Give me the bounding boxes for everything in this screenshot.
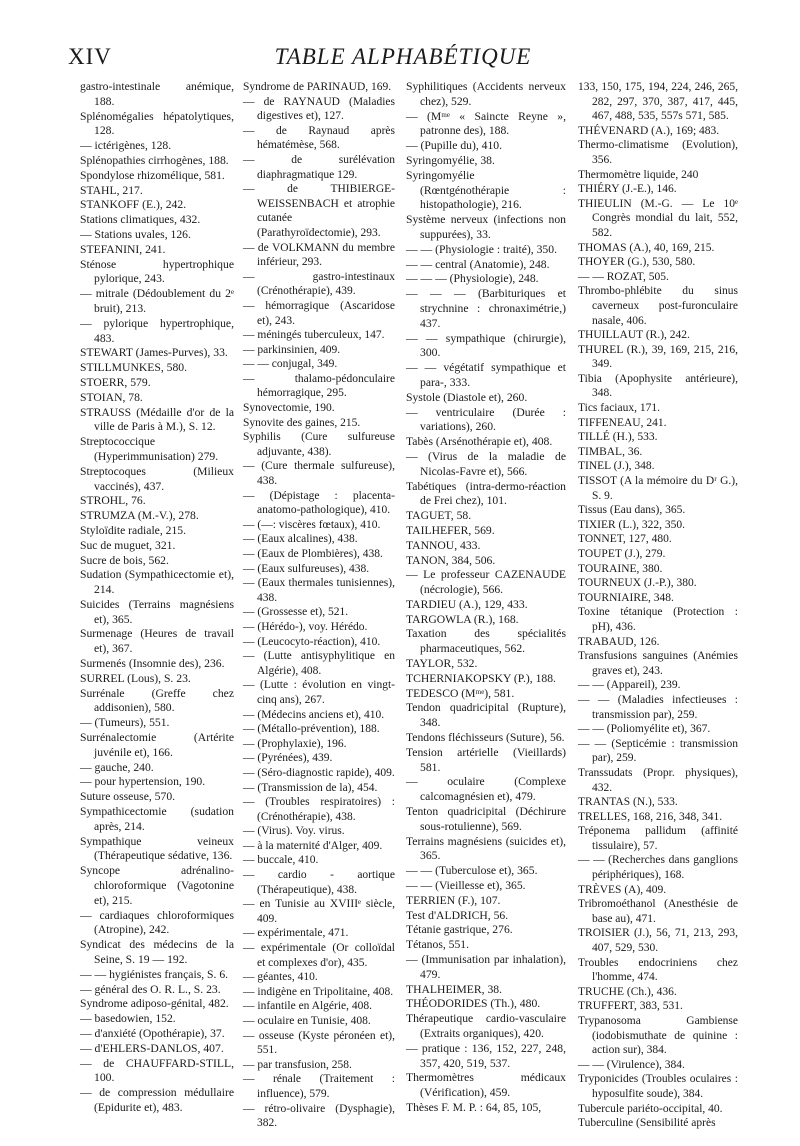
index-entry: TIMBAL, 36. xyxy=(578,445,643,458)
index-entry: TRANTAS (N.), 533. xyxy=(578,796,678,809)
index-entry: Styloïdite radiale, 215. xyxy=(80,523,187,537)
index-entry: THOMAS (A.), 40, 169, 215. xyxy=(578,241,715,254)
index-entry: — à la maternité d'Alger, 409. xyxy=(243,839,383,852)
index-entry: — — — (Barbituriques et strychnine : chronaximétrie,) 437. xyxy=(406,287,566,330)
index-entry: Tendon quadricipital (Rupture), 348. xyxy=(406,701,566,730)
index-entry: Tabétiques (intra-dermo-réaction de Frei chez), 101. xyxy=(406,479,566,508)
index-entry: — général des O. R. L., S. 23. xyxy=(80,982,221,996)
index-entry: Streptocoques (Milieux vaccinés), 437. xyxy=(80,464,234,493)
index-entry: TIFFENEAU, 241. xyxy=(578,416,667,429)
index-entry: THALHEIMER, 38. xyxy=(406,982,503,996)
index-entry: Splénomégalies hépatolytiques, 128. xyxy=(80,109,234,138)
index-entry: Taxation des spécialités pharmaceutiques, 562. xyxy=(406,627,566,656)
index-entry: — — (Virulence), 384. xyxy=(578,1058,685,1071)
index-entry: — — central (Anatomie), 248. xyxy=(406,257,550,271)
index-entry: — gauche, 240. xyxy=(80,760,154,774)
index-entry: TRÈVES (A), 409. xyxy=(578,883,667,896)
index-entry: Syndrome de PARINAUD, 169. xyxy=(243,81,392,93)
index-entry: — pour hypertension, 190. xyxy=(80,775,206,789)
index-entry: Tribromoéthanol (Anesthésie de base au), 471. xyxy=(578,898,738,925)
index-entry: — (Séro-diagnostic rapide), 409. xyxy=(243,766,395,779)
index-entry: — (Médecins anciens et), 410. xyxy=(243,708,385,721)
index-entry: THÉODORIDES (Th.), 480. xyxy=(406,997,541,1011)
index-entry: Surrénalectomie (Artérite juvénile et), 166. xyxy=(80,731,234,759)
index-entry: THUILLAUT (R.), 242. xyxy=(578,329,690,342)
index-entry: Synovectomie, 190. xyxy=(243,402,335,415)
index-entry: — — ROZAT, 505. xyxy=(578,270,669,283)
index-entry: TAGUET, 58. xyxy=(406,509,472,523)
index-entry: Troubles endocriniens chez l'homme, 474. xyxy=(578,956,738,984)
index-entry: Tréponema pallidum (affinité tissulaire), 57. xyxy=(578,825,738,852)
index-entry: — d'anxiété (Opothérapie), 37. xyxy=(80,1027,225,1040)
index-entry: STOERR, 579. xyxy=(80,375,151,389)
index-entry: — (Métallo-prévention), 188. xyxy=(243,723,380,736)
index-entry: — — — (Physiologie), 248. xyxy=(406,272,539,286)
index-entry: — mitrale (Dédoublement du 2ᵉ bruit), 213. xyxy=(80,287,234,315)
index-column-2 xyxy=(243,80,395,1131)
index-entry: Tenton quadricipital (Déchirure sous-rotulienne), 569. xyxy=(406,805,566,833)
index-entry: — parkinsinien, 409. xyxy=(243,343,341,356)
index-entry: Surmenés (Insomnie des), 236. xyxy=(80,657,225,671)
index-entry: Syphilis (Cure sulfureuse adjuvante, 438). xyxy=(243,431,395,458)
index-entry: — — hygiénistes français, S. 6. xyxy=(80,967,229,981)
index-entry: — expérimentale (Or colloïdal et complexes d'or), 435. xyxy=(243,942,395,969)
index-entry: Thérapeutique cardio-vasculaire (Extraits organiques), 420. xyxy=(406,1012,566,1040)
index-entry: — (Leucocyto-réaction), 410. xyxy=(243,635,381,648)
index-entry: — de THIBIERGE-WEISSENBACH et atrophie cutanée (Parathyroïdectomie), 293. xyxy=(243,183,395,239)
index-entry: — (Hérédo-), voy. Hérédo. xyxy=(243,620,368,633)
index-entry: — thalamo-pédonculaire hémorragique, 295. xyxy=(243,372,395,400)
index-column-1 xyxy=(80,80,234,1116)
index-entry: — — (Physiologie : traité), 350. xyxy=(406,242,557,256)
index-entry: Tension artérielle (Vieillards) 581. xyxy=(406,745,566,774)
index-entry: Tuberculine (Sensibilité après xyxy=(578,1117,716,1130)
index-entry: Stations climatiques, 432. xyxy=(80,213,201,227)
index-entry: — (Cure thermale sulfureuse), 438. xyxy=(243,460,395,488)
index-entry: — (Eaux sulfureuses), 438. xyxy=(243,562,370,575)
index-entry: Syncope adrénalino-chloroformique (Vagotonine et), 215. xyxy=(80,864,234,907)
index-entry: TOURNEUX (J.-P.), 380. xyxy=(578,577,697,590)
index-entry: — Stations uvales, 126. xyxy=(80,227,191,241)
index-entry: — de surélévation diaphragmatique 129. xyxy=(243,153,395,181)
index-entry: TILLÉ (H.), 533. xyxy=(578,431,658,444)
index-entry: — oculaire (Complexe calcomagnésien et), 479. xyxy=(406,775,566,804)
index-entry: Spondylose rhizomélique, 581. xyxy=(80,168,225,182)
index-entry: Toxine tétanique (Protection : pH), 436. xyxy=(578,606,738,633)
index-entry: Sympathique veineux (Thérapeutique sédative, 136. xyxy=(80,834,234,863)
index-entry: Systole (Diastole et), 260. xyxy=(406,390,528,404)
index-entry: — de Raynaud après hématémèse, 568. xyxy=(243,124,395,152)
index-entry: TRELLES, 168, 216, 348, 341. xyxy=(578,810,723,823)
index-entry: — — (Appareil), 239. xyxy=(578,679,681,692)
index-entry: Syndicat des médecins de la Seine, S. 19 — 192. xyxy=(80,938,234,967)
index-entry: gastro-intestinale anémique, 188. xyxy=(80,80,234,108)
index-entry: Thermo-climatisme (Evolution), 356. xyxy=(578,139,738,166)
index-entry: — osseuse (Kyste péronéen et), 551. xyxy=(243,1029,395,1057)
index-entry: TOURNIAIRE, 348. xyxy=(578,591,674,604)
index-entry: STEWART (James-Purves), 33. xyxy=(80,346,228,360)
index-entry: — — (Poliomyélite et), 367. xyxy=(578,723,711,736)
index-entry: Transsudats (Propr. physiques), 432. xyxy=(578,766,738,794)
index-entry: — de RAYNAUD (Maladies digestives et), 127. xyxy=(243,95,395,123)
index-entry: Syringomyélie (Rœntgénothérapie : histopathologie), 216. xyxy=(406,168,566,212)
index-entry: — (Troubles respiratoires) : (Crénothérapie), 438. xyxy=(243,796,395,823)
index-entry: — (Lutte antisyphylitique en Algérie), 408. xyxy=(243,650,395,677)
index-entry: — indigène en Tripolitaine, 408. xyxy=(243,985,394,998)
index-entry: Tissus (Eau dans), 365. xyxy=(578,504,686,517)
index-entry: — méningés tuberculeux, 147. xyxy=(243,329,385,342)
index-entry: Surmenage (Heures de travail et), 367. xyxy=(80,627,234,656)
index-entry: — (Immunisation par inhalation), 479. xyxy=(406,953,566,981)
index-entry: — rétro-olivaire (Dysphagie), 382. xyxy=(243,1102,395,1130)
index-entry: STROHL, 76. xyxy=(80,494,146,508)
index-entry: Streptococcique (Hyperimmunisation) 279. xyxy=(80,435,219,463)
index-entry: Thrombo-phlébite du sinus caverneux post-furonculaire nasale, 406. xyxy=(578,285,738,327)
index-entry: THÉVENARD (A.), 169; 483. xyxy=(578,124,720,137)
index-entry: Tétanos, 551. xyxy=(406,938,470,952)
index-entry: — (Dépistage : placenta-anatomo-pathologique), 410. xyxy=(243,489,395,517)
index-entry: Tibia (Apophysite antérieure), 348. xyxy=(578,372,738,400)
index-entry: Syphilitiques (Accidents nerveux chez), 529. xyxy=(406,80,566,108)
index-entry: Tryponicides (Troubles oculaires : hyposulfite soude), 384. xyxy=(578,1073,738,1100)
page-header xyxy=(68,44,738,74)
index-entry: — — végétatif sympathique et para-, 333. xyxy=(406,361,566,389)
index-entry: TRUCHE (Ch.), 436. xyxy=(578,985,677,998)
index-entry: Tabès (Arsénothérapie et), 408. xyxy=(406,435,553,449)
index-entry: — (—: viscères fœtaux), 410. xyxy=(243,518,381,531)
index-entry: TISSOT (A la mémoire du Dʳ G.), S. 9. xyxy=(578,475,738,502)
index-entry: Terrains magnésiens (suicides et), 365. xyxy=(406,834,566,863)
index-entry: — (Mᵐᵉ « Saincte Reyne », patronne des), 188. xyxy=(406,109,566,138)
index-entry: — (Prophylaxie), 196. xyxy=(243,737,347,750)
index-entry: — (Eaux de Plombières), 438. xyxy=(243,548,383,560)
index-entry: Système nerveux (infections non suppurées), 33. xyxy=(406,213,566,241)
index-entry: — — (Recherches dans ganglions périphériques), 168. xyxy=(578,854,738,882)
index-entry: SURREL (Lous), S. 23. xyxy=(80,671,191,685)
index-entry: TEDESCO (Mᵐᵉ), 581. xyxy=(406,686,515,700)
index-entry: — en Tunisie au XVIIIᵉ siècle, 409. xyxy=(243,898,395,925)
index-entry: — (Eaux thermales tunisiennes), 438. xyxy=(243,577,395,604)
index-entry: Tétanie gastrique, 276. xyxy=(406,923,513,937)
index-entry: TROISIER (J.), 56, 71, 213, 293, 407, 529, 530. xyxy=(578,927,738,955)
index-entry: — — (Maladies infectieuses : transmission par), 259. xyxy=(578,693,738,721)
index-entry: — (Pupille du), 410. xyxy=(406,139,503,153)
index-entry: — pratique : 136, 152, 227, 248, 357, 420, 519, 537. xyxy=(406,1041,566,1070)
index-entry: Tubercule pariéto-occipital, 40. xyxy=(578,1102,723,1115)
index-entry: — cardio - aortique (Thérapeutique), 438. xyxy=(243,869,395,896)
index-entry: STOIAN, 78. xyxy=(80,390,143,404)
index-entry: Tendons fléchisseurs (Suture), 56. xyxy=(406,731,565,745)
index-entry: Synovite des gaines, 215. xyxy=(243,416,361,429)
index-entry: Thèses F. M. P. : 64, 85, 105, xyxy=(406,1100,542,1114)
index-entry: TAILHEFER, 569. xyxy=(406,523,495,537)
index-entry: TANON, 384, 506. xyxy=(406,553,496,567)
index-entry: — gastro-intestinaux (Crénothérapie), 439. xyxy=(243,270,395,298)
index-entry: — — (Septicémie : transmission par), 259. xyxy=(578,737,738,765)
index-entry: — infantile en Algérie, 408. xyxy=(243,1000,373,1013)
index-entry: Thermomètres médicaux (Vérification), 459. xyxy=(406,1071,566,1100)
index-entry: STRAUSS (Médaille d'or de la ville de Paris à M.), S. 12. xyxy=(80,405,234,434)
index-entry: — buccale, 410. xyxy=(243,854,319,867)
index-entry: STEFANINI, 241. xyxy=(80,242,166,256)
index-entry: Syndrome adiposo-génital, 482. xyxy=(80,997,229,1011)
index-entry: — (Eaux alcalines), 438. xyxy=(243,533,358,546)
index-entry: — rénale (Traitement : influence), 579. xyxy=(243,1073,395,1100)
index-entry: TCHERNIAKOPSKY (P.), 188. xyxy=(406,671,556,685)
index-entry: — de CHAUFFARD-STILL, 100. xyxy=(80,1056,234,1085)
index-entry: Trypanosoma Gambiense (iodobismuthate de quinine : action sur), 384. xyxy=(578,1015,738,1057)
index-entry: STRUMZA (M.-V.), 278. xyxy=(80,509,199,523)
index-entry: TRABAUD, 126. xyxy=(578,635,660,648)
index-entry: Syringomyélie, 38. xyxy=(406,153,495,167)
index-entry: THIÉRY (J.-E.), 146. xyxy=(578,183,677,196)
page-number: XIV xyxy=(68,44,112,69)
index-entry: THIEULIN (M.-G. — Le 10ᵉ Congrès mondial du lait, 552, 582. xyxy=(578,197,738,239)
index-entry: Tics faciaux, 171. xyxy=(578,402,660,415)
index-entry: TOUPET (J.), 279. xyxy=(578,548,666,560)
index-entry: — (Pyrénées), 439. xyxy=(243,752,333,765)
index-entry: TONNET, 127, 480. xyxy=(578,533,672,546)
index-entry: — basedowien, 152. xyxy=(80,1012,176,1026)
index-entry: — ventriculaire (Durée : variations), 260. xyxy=(406,405,566,434)
index-column-4 xyxy=(578,80,738,1131)
index-entry: — ictérigènes, 128. xyxy=(80,139,172,153)
index-entry: TRUFFERT, 383, 531. xyxy=(578,1000,683,1013)
index-entry: THOYER (G.), 530, 580. xyxy=(578,256,696,269)
index-entry: Sucre de bois, 562. xyxy=(80,553,169,567)
index-entry: — de compression médullaire (Epidurite et), 483. xyxy=(80,1086,234,1114)
index-entry: Sudation (Sympathicectomie et), 214. xyxy=(80,568,234,597)
index-entry: — — (Vieillesse et), 365. xyxy=(406,879,526,893)
index-entry: — (Virus de la maladie de Nicolas-Favre et), 566. xyxy=(406,449,566,478)
index-entry: STILLMUNKES, 580. xyxy=(80,361,188,375)
index-entry: Transfusions sanguines (Anémies graves et), 243. xyxy=(578,650,738,677)
index-entry: Splénopathies cirrhogènes, 188. xyxy=(80,153,229,167)
index-entry: TOURAINE, 380. xyxy=(578,562,663,575)
index-column-3 xyxy=(406,80,566,1116)
index-entry: — (Grossesse et), 521. xyxy=(243,606,349,619)
index-entry: — cardiaques chloroformiques (Atropine), 242. xyxy=(80,908,234,937)
index-entry: — géantes, 410. xyxy=(243,971,318,984)
index-entry: — (Transmission de la), 454. xyxy=(243,781,378,794)
index-entry: — par transfusion, 258. xyxy=(243,1058,352,1071)
index-entry: — (Virus). Voy. virus. xyxy=(243,825,345,838)
index-entry: THUREL (R.), 39, 169, 215, 216, 349. xyxy=(578,343,738,371)
index-entry: Suture osseuse, 570. xyxy=(80,790,176,804)
index-entry: — — (Tuberculose et), 365. xyxy=(406,864,538,878)
index-entry: — (Lutte : évolution en vingt-cinq ans), 267. xyxy=(243,679,395,706)
index-entry: — d'EHLERS-DANLOS, 407. xyxy=(80,1041,224,1055)
index-entry: — hémorragique (Ascaridose et), 243. xyxy=(243,299,395,327)
index-entry: 133, 150, 175, 194, 224, 246, 265, 282, 297, 370, 387, 417, 445, 467, 488, 535, 557s 571, 585. xyxy=(578,81,738,123)
index-entry: — pylorique hypertrophique, 483. xyxy=(80,316,234,345)
index-entry: TARDIEU (A.), 129, 433. xyxy=(406,597,528,611)
index-entry: — expérimentale, 471. xyxy=(243,927,349,940)
index-entry: TAYLOR, 532. xyxy=(406,657,478,671)
index-entry: TARGOWLA (R.), 168. xyxy=(406,612,519,626)
index-entry: — de VOLKMANN du membre inférieur, 293. xyxy=(243,241,395,269)
index-entry: Test d'ALDRICH, 56. xyxy=(406,908,509,922)
index-entry: Surrénale (Greffe chez addisonien), 580. xyxy=(80,686,234,715)
page-title: TABLE ALPHABÉTIQUE xyxy=(274,44,532,69)
index-entry: STANKOFF (E.), 242. xyxy=(80,198,187,212)
index-entry: TINEL (J.), 348. xyxy=(578,460,655,473)
index-entry: Suc de muguet, 321. xyxy=(80,538,176,552)
index-entry: TERRIEN (F.), 107. xyxy=(406,893,501,907)
index-entry: — oculaire en Tunisie, 408. xyxy=(243,1015,371,1027)
index-entry: — — sympathique (chirurgie), 300. xyxy=(406,331,566,360)
index-entry: TIXIER (L.), 322, 350. xyxy=(578,518,685,531)
index-entry: STAHL, 217. xyxy=(80,183,143,197)
index-entry: Sténose hypertrophique pylorique, 243. xyxy=(80,257,234,286)
index-entry: TANNOU, 433. xyxy=(406,538,481,552)
index-entry: — Le professeur CAZENAUDE (nécrologie), 566. xyxy=(406,568,566,597)
index-entry: Suicides (Terrains magnésiens et), 365. xyxy=(80,597,234,626)
index-entry: — (Tumeurs), 551. xyxy=(80,716,170,730)
index-entry: Thermomètre liquide, 240 xyxy=(578,168,699,181)
index-entry: — — conjugal, 349. xyxy=(243,358,338,371)
index-entry: Sympathicectomie (sudation après, 214. xyxy=(80,805,234,833)
